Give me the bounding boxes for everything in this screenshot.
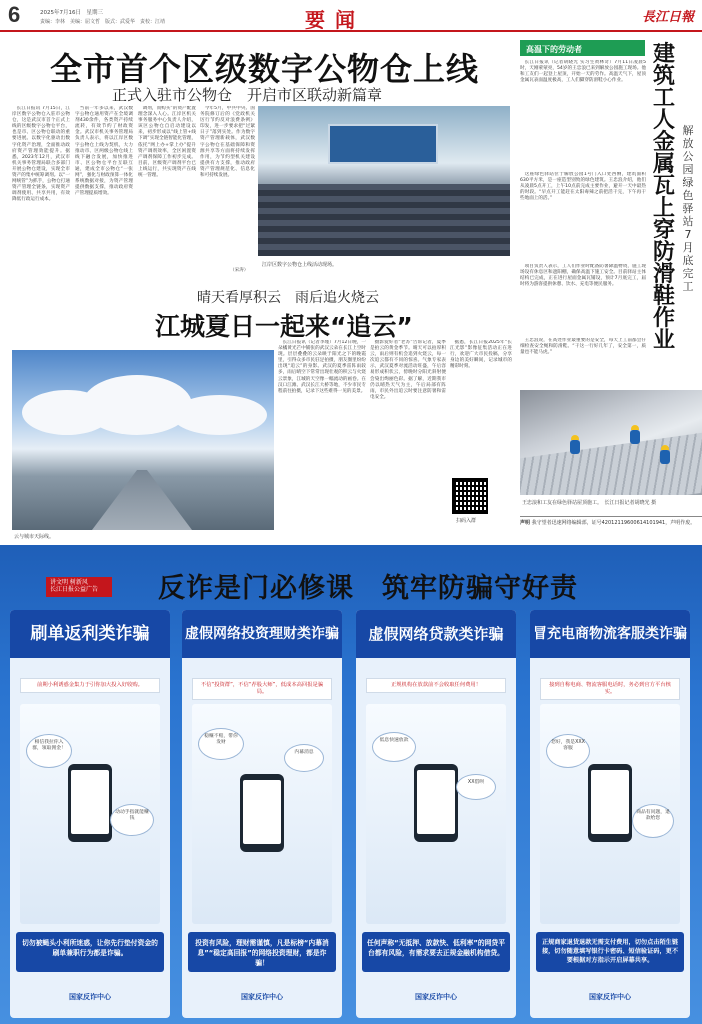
anti-fraud-badge: 国家反诈中心 — [415, 993, 457, 1001]
statement-label: 声明 — [520, 520, 531, 526]
panel-footer: 切勿被蝇头小利所迷惑，让你先行垫付资金的刷单兼职行为都是诈骗。 — [16, 932, 164, 972]
speech-bubble: 动动手指就能赚钱 — [110, 804, 154, 836]
panel-title: 刷单返利类诈骗 — [10, 610, 170, 658]
phone-icon — [68, 764, 112, 842]
cloud-shape — [82, 375, 192, 435]
ad-title: 反诈是门必修课 筑牢防骗守好责 — [158, 573, 578, 604]
ad-panel-1 — [10, 610, 170, 1018]
metal-roof — [520, 430, 702, 495]
panel-illustration — [20, 704, 160, 924]
panel-note: 前期小利诱惑金集力于引你加大投入好收购。 — [20, 678, 160, 693]
worker-figure — [570, 440, 580, 454]
speech-bubble: 您好，我是XXX客服 — [546, 734, 590, 768]
worker-figure — [660, 450, 670, 464]
ad-panel-2 — [182, 610, 342, 1018]
story1-byline: （宋涛） — [230, 268, 249, 273]
worker-figure — [630, 430, 640, 444]
hardhat — [571, 435, 579, 440]
panel-illustration — [366, 704, 506, 924]
sidebar-headline: 建筑工人金属瓦上穿防滑鞋作业 — [652, 42, 675, 353]
anti-fraud-badge: 国家反诈中心 — [69, 993, 111, 1001]
dateline: 2025年7月16日 星期三 — [40, 10, 103, 16]
audience-rows — [258, 184, 510, 256]
story2-kicker: 晴天看厚积云 雨后追火烧云 — [197, 290, 379, 306]
newspaper-logo: 長江日報 — [641, 10, 694, 25]
phone-icon — [588, 764, 632, 842]
cloud-shape — [172, 395, 267, 435]
speech-bubble: 低息快速放款 — [372, 732, 416, 762]
story1-headline: 全市首个区级数字公物仓上线 — [50, 50, 480, 88]
panel-title: 虚假网络投资理财类诈骗 — [182, 610, 342, 658]
sidebar-banner: 高温下的劳动者 — [520, 40, 645, 56]
story2-photo-caption: 云与城市天际线。 — [14, 534, 55, 540]
page-number: 6 — [8, 2, 21, 27]
sidebar-body-4: 王忠浪说，在高处作业最重要的是安全，每天上工前都会仔细检查安全绳和防滑鞋。“干这一行好几年了，安全第一，质量也不能马虎。” — [520, 338, 646, 356]
sidebar-body-2: 这座绿色驿站位于解放公园1号门入口处西侧，建筑面积630平方米，是一座造型别致的绿色建筑。王忠浪介绍，他们从凌晨5点开工，上午10点前完成主要作业，避开一天中最热的时段。“早点开工能赶在太阳毒辣之前把活干完，下午再干些地面上的活。” — [520, 172, 646, 202]
sidebar-body-3: 项目负责人表示，工人们作业时配备防暑降温物资，施工现场设有休息区和遮阳棚，确保高温下施工安全。目前驿站主体结构已完成，正在进行屋面金属瓦铺设，预计7月底完工，届时将为游客提供休憩、饮水、充电等便民服务。 — [520, 264, 646, 288]
qr-code[interactable] — [452, 478, 488, 514]
panel-illustration — [540, 704, 680, 924]
phone-icon — [414, 764, 458, 842]
story1-column-1: 长江日报讯 7月15日，江岸区数字公物仓入驻市公物仓，这是武汉市首个正式上线的区级数字公物仓平台，也是市、区公物仓联动的重要进展。以数字化驱动出数字化资产治理，全面推动政府资产管理效能提升。据悉，2023年12月，武汉市机关事务管理局联合多部门开展公物仓建设，实现全市资产的集中统筹调剂。以“一网统管”为抓手，公物仓打通资产管理全链条，实现资产调剂使用、共享共用，有效降低行政运行成本。 — [12, 106, 70, 203]
panel-illustration — [192, 704, 332, 924]
hardhat — [631, 425, 639, 430]
panel-footer: 正规商家退货退款无需支付费用，切勿点击陌生链接，切勿随意填写银行卡密码、短信验证码，更不要根据对方指示开启屏幕共享。 — [536, 932, 684, 972]
story2-column-3: 据悉，长江日报2025年“长江光影”影像征集活动正在进行，欢迎广大市民投稿，分享身边的美好瞬间，记录城市的精彩时刻。 — [450, 340, 512, 370]
panel-note: 接到自称电商、物流客服电话时，务必到官方平台核实。 — [540, 678, 680, 700]
panel-footer: 任何声称“无抵押、放款快、低利率”的网贷平台都有风险，有需求要去正规金融机构借贷。 — [362, 932, 510, 972]
story2-headline: 江城夏日一起来“追云” — [155, 312, 413, 341]
ad-tag: 讲文明 树新风 长江日报公益广告 — [46, 577, 112, 597]
panel-title: 虚假网络贷款类诈骗 — [356, 610, 516, 658]
anti-fraud-badge: 国家反诈中心 — [241, 993, 283, 1001]
sidebar-photo-caption: 王忠浪和工友在绿色驿站屋顶施工。 长江日报记者胡晓光 摄 — [522, 500, 657, 506]
panel-title: 冒充电商物流客服类诈骗 — [530, 610, 690, 658]
sidebar-body-1: 长江日报讯（记者胡晓光 实习生黄林奇）7月11日凌晨5时，天刚蒙蒙亮，54岁的王忠浪已来到解放公园施工现场。他和工友们一起登上屋顶，开始一天的劳作。高温天气下，屋顶金属瓦表面温度极高，工人们脚穿防滑鞋小心作业。 — [520, 60, 646, 84]
bridge-shape — [92, 470, 192, 530]
speech-bubble: XX借呗 — [456, 774, 496, 800]
statement-text: 我守望者迅速网络编辑部，证号42012119600614101941，声明作废。 — [531, 520, 696, 526]
story1-column-3: 调剂，而购买”的资产配置理念深入人心。江岸区机关事务服务中心负责人介绍，该区公物仓自启动建设以来，初步形成以“线上管+线下调”实现全链智能化管理，依托“网上办+掌上办”提升资产调剂效率，全区闲置资产调剂保障工作初步完成。目前，区级资产调剂平台已上线运行，共实现资产在线统一管理。 — [138, 106, 196, 179]
story1-column-4: 今年5月，中共中央、国务院修订后的《党政机关厉行节约反对浪费条例》印发，进一步要求把“过紧日子”落到实处。作为数字资产管理新载体，武汉数字公物仓在基础保障和资源共享等方面将持续发挥作用，为节约型机关建设提供有力支撑，推动政府资产管理规范化、信息化和可持续发展。 — [200, 106, 255, 179]
story2-column-2: 摄影爱好者“老苏”告诉记者，夏季是拍云的黄金季节。晴天可以拍厚积云，雨后则有机会追到火烧云，每一次追云都有不同的惊喜。气象专家表示，武汉夏季对流活动旺盛，午后容易形成积状云，傍晚时分阳光斜射便会染出绚丽色彩。据了解，近期我市仍以晴热天气为主，午后局部有阵雨，市民外出追云时要注意防暑和雷电安全。 — [370, 340, 446, 400]
editor-credits: 责编：李林 美编：屈文哲 版式：武爱华 责校：江靖 — [40, 19, 166, 25]
anti-fraud-badge: 国家反诈中心 — [589, 993, 631, 1001]
ad-panel-3 — [356, 610, 516, 1018]
hardhat — [661, 445, 669, 450]
story1-subhead: 正式入驻市公物仓 开启市区联动新篇章 — [112, 86, 383, 104]
ad-panel-4 — [530, 610, 690, 1018]
story1-photo-conference — [258, 106, 510, 256]
speech-bubble: 稳赚不赔，带你发财 — [198, 728, 244, 760]
panel-footer: 投资有风险，理财需谨慎，凡是标榜“内幕消息”“稳定高回报”的网络投资理财，都是诈骗！ — [188, 932, 336, 972]
sidebar-subhead: 解放公园绿色驿站7月底完工 — [682, 124, 694, 293]
panel-note: 不信“投资群”，不信“荐股大师”，低成本高回报是骗局。 — [192, 678, 332, 700]
story2-column-1: 长江日报讯（记者李瑾）7月12日晚，一朵橘黄光芒中铺张的武汉云朵在长江上空时现。层层叠叠的云朵映于阳光之下的晚霞里，引得众多市民驻足拍摄，朋友圈里纷纷出现“追云”的身影。武汉的夏季雷阵雨较多，雨后晴空下常常出现壮观的积云与火烧云景象，江城的天空像一幅流动的画卷。在汉口江滩、武汉长江大桥等地，不少市民专程前往拍摄，记录下这些难得一见的美景。 — [278, 340, 366, 394]
story2-photo-clouds — [12, 350, 274, 530]
statement-notice — [520, 516, 702, 527]
speech-bubble: 商品有问题，退款给您 — [632, 804, 674, 838]
phone-icon — [240, 774, 284, 852]
qr-caption: 扫码入群 — [456, 518, 477, 524]
speech-bubble: 相信我拉你入群，领取佣金！ — [26, 734, 72, 768]
story1-photo-caption: 江岸区数字公物仓上线活动现场。 — [262, 262, 338, 268]
section-name: 要闻 — [305, 8, 365, 32]
story1-column-2: 当前一年多以来，武汉数字公物仓通用资产在全境调剂430余件，各类资产持续流转，有效节约了财政资金。武汉市机关事务管理局负责人表示，将以江岸区数字公物仓上线为契机，大力推动市、区两级公物仓线上线下融合发展，加快推进市、区公物仓平台互联互通，建成全市公物仓“一张网”，强化与财政预算一体化系统数据对接，为资产管理提供数据支撑，推动政府资产管理提质增效。 — [75, 106, 133, 197]
speech-bubble: 内幕消息 — [284, 744, 324, 772]
sidebar-photo-workers — [520, 390, 702, 495]
stage-screen — [328, 124, 438, 164]
panel-note: 正规机构在放款前不会收取任何费用！ — [366, 678, 506, 693]
